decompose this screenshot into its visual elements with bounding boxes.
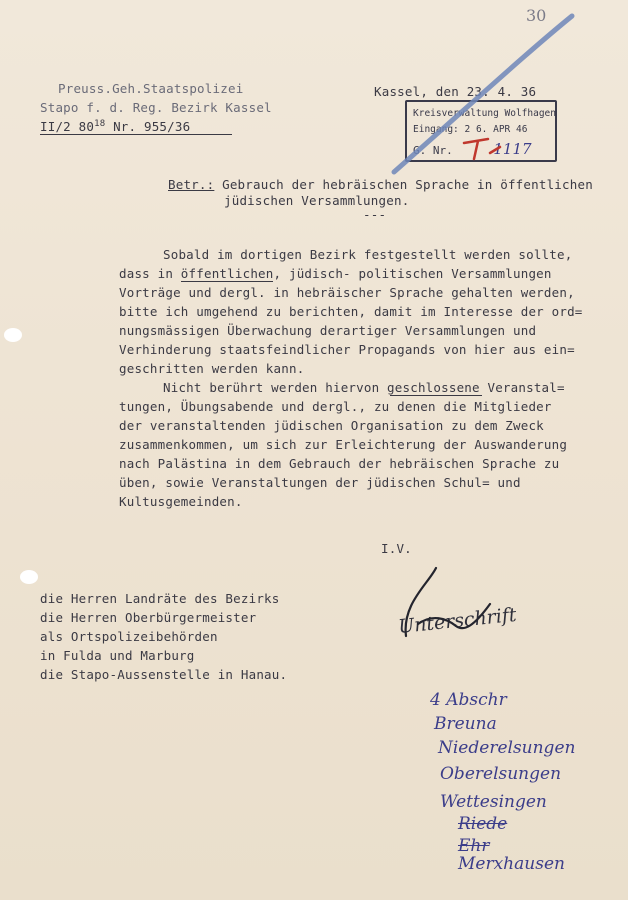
subject-label: Betr.: xyxy=(168,177,215,192)
handwritten-item: Oberelsungen xyxy=(440,764,562,784)
body-line: bitte ich umgehend zu berichten, damit im Interesse der ord= xyxy=(119,304,583,319)
body-line: zusammenkommen, um sich zur Erleichterung der Auswanderung xyxy=(119,437,568,452)
reference-underline xyxy=(40,134,232,135)
emphasis-underline-geschlossene xyxy=(390,395,482,396)
body-line: tungen, Übungsabende und dergl., zu denen die Mitglieder xyxy=(119,399,552,414)
body-line: nach Palästina in dem Gebrauch der hebräischen Sprache zu xyxy=(119,456,560,471)
stamp-number-value: 1117 xyxy=(493,140,532,158)
body-line: Verhinderung staatsfeindlicher Propagands von hier aus ein= xyxy=(119,342,575,357)
body-line: Sobald im dortigen Bezirk festgestellt werden sollte, xyxy=(163,247,573,262)
body-line: Vorträge und dergl. in hebräischer Sprache gehalten werden, xyxy=(119,285,575,300)
stamp-number-label: G. Nr. xyxy=(413,144,453,157)
handwritten-item: Merxhausen xyxy=(458,854,565,874)
recipient-line: die Stapo-Aussenstelle in Hanau. xyxy=(40,667,288,682)
handwritten-item: Niederelsungen xyxy=(438,738,576,758)
reference-sup: 18 xyxy=(94,119,106,129)
body-line: üben, sowie Veranstaltungen der jüdischen Schul= und xyxy=(119,475,521,490)
blue-diagonal-stroke xyxy=(380,10,580,180)
handwritten-item: Wettesingen xyxy=(440,792,547,812)
body-line: Nicht berührt werden hiervon geschlossene Veranstal= xyxy=(163,380,565,395)
header-agency: Preuss.Geh.Staatspolizei xyxy=(58,81,244,96)
reference-number: Nr. 955/36 xyxy=(113,119,191,135)
punch-hole-upper xyxy=(4,328,22,342)
handwritten-item: Ehr xyxy=(458,836,490,856)
subject-text-1: Gebrauch der hebräischen Sprache in öffentlichen xyxy=(222,177,593,192)
header-office: Stapo f. d. Reg. Bezirk Kassel xyxy=(40,100,272,115)
emphasis-underline-oeffentlichen xyxy=(181,281,273,282)
recipient-line: die Herren Oberbürgermeister xyxy=(40,610,257,625)
header-reference xyxy=(40,119,190,134)
page-number: 30 xyxy=(526,6,547,25)
handwritten-item: Breuna xyxy=(434,714,497,734)
stamp-office: Kreisverwaltung Wolfhagen xyxy=(413,108,556,119)
signature-flourish xyxy=(398,564,498,644)
body-line: Kultusgemeinden. xyxy=(119,494,243,509)
body-line: nungsmässigen Überwachung derartiger Versammlungen und xyxy=(119,323,537,338)
signature-prefix: I.V. xyxy=(381,541,412,556)
recipient-line: in Fulda und Marburg xyxy=(40,648,195,663)
signature: Unterschrift xyxy=(397,603,518,639)
handwritten-item: 4 Abschr xyxy=(430,690,507,710)
recipient-line: als Ortspolizeibehörden xyxy=(40,629,218,644)
body-line: dass in öffentlichen, jüdisch- politischen Versammlungen xyxy=(119,266,552,281)
handwritten-item: Riede xyxy=(458,814,508,834)
punch-hole-lower xyxy=(20,570,38,584)
subject-line-1 xyxy=(168,177,593,192)
stamp-received-date: 2 6. APR 46 xyxy=(464,124,528,135)
body-line: geschritten werden kann. xyxy=(119,361,305,376)
reference-prefix: II/2 80 xyxy=(40,119,95,135)
body-line: der veranstaltenden jüdischen Organisation zu dem Zweck xyxy=(119,418,544,433)
recipient-line: die Herren Landräte des Bezirks xyxy=(40,591,280,606)
subject-separator: --- xyxy=(363,207,387,222)
place-date: Kassel, den 23. 4. 36 xyxy=(374,84,537,99)
stamp-received-label: Eingang: xyxy=(413,124,459,135)
subject-line-2: jüdischen Versammlungen. xyxy=(224,193,410,208)
